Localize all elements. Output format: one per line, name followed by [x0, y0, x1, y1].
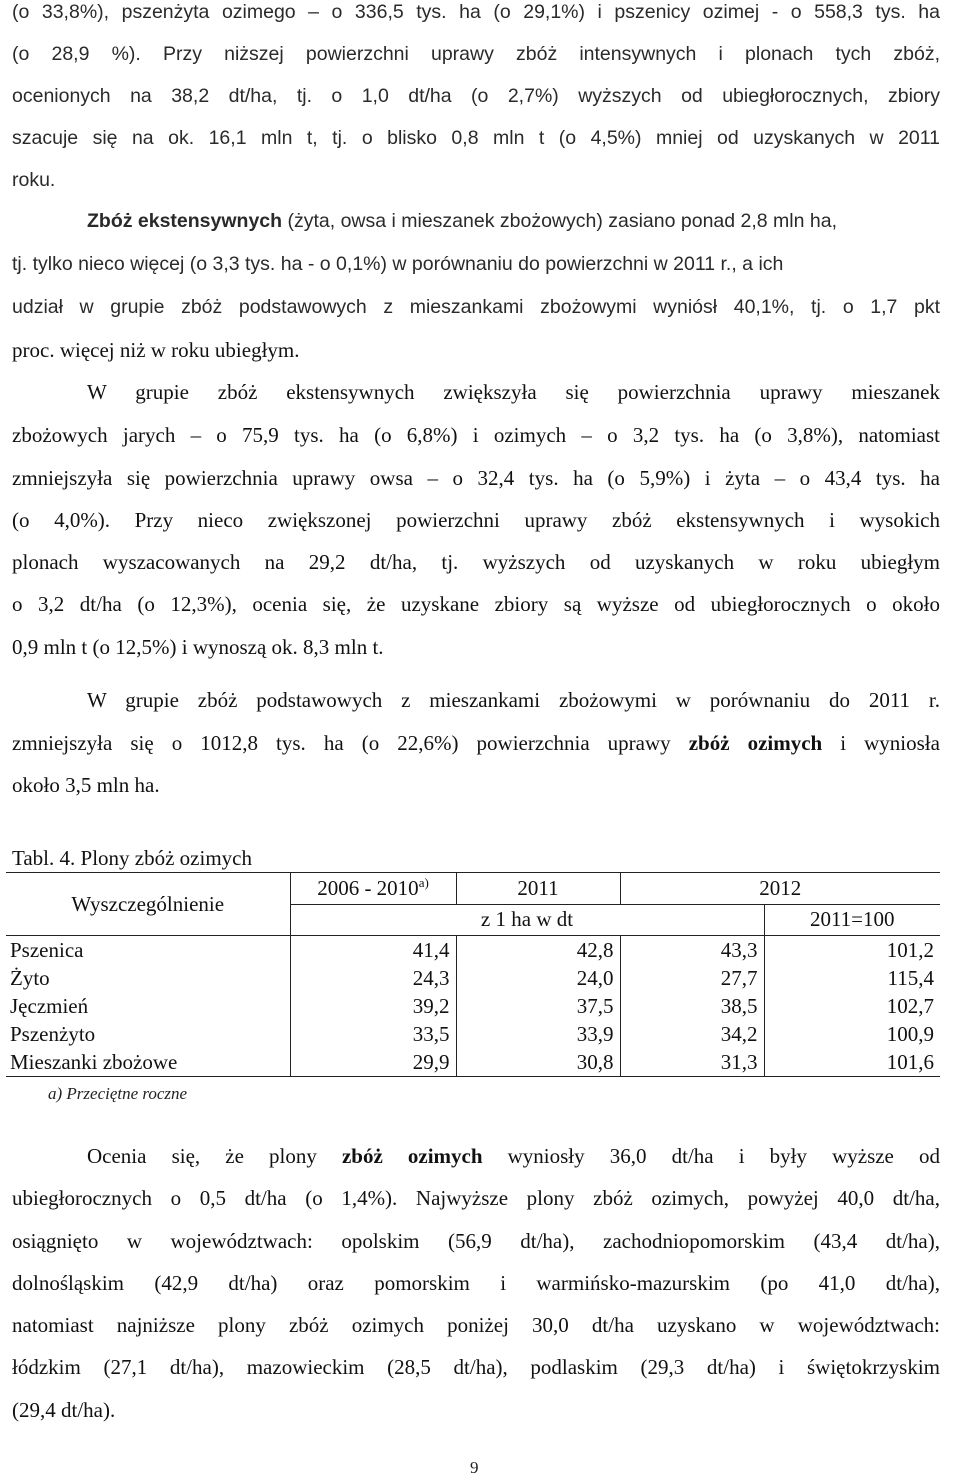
paragraph-3-line: 0,9 mln t (o 12,5%) i wynoszą ok. 8,3 mln t.: [12, 635, 384, 659]
paragraph-1-line: ocenionych na 38,2 dt/ha, tj. o 1,0 dt/ha (o 2,7%) wyższych od ubiegłorocznych, zbiory: [12, 85, 940, 107]
row-name: Pszenżyto: [6, 1020, 290, 1048]
paragraph-4-line: W grupie zbóż podstawowych z mieszankami zbożowymi w porównaniu do 2011 r.: [87, 688, 940, 712]
paragraph-2-line: proc. więcej niż w roku ubiegłym.: [12, 338, 300, 362]
cell-value: 38,5: [620, 992, 764, 1020]
cell-value: 101,2: [886, 937, 934, 962]
row-name: Mieszanki zbożowe: [6, 1048, 290, 1077]
paragraph-3-line: W grupie zbóż ekstensywnych zwiększyła się powierzchnia uprawy mieszanek: [87, 380, 940, 404]
cell-value: 41,4: [290, 936, 456, 965]
cell-value: 102,7: [886, 993, 934, 1018]
cell-value: 30,8: [456, 1048, 620, 1077]
bold-term: zbóż ozimych: [688, 731, 823, 755]
header-col-2012: 2012: [620, 873, 940, 905]
table-row: [6, 964, 940, 992]
header-unit: z 1 ha w dt: [290, 904, 764, 936]
header-col-2011: 2011: [456, 873, 620, 905]
paragraph-3-line: (o 4,0%). Przy nieco zwiększonej powierzchni uprawy zbóż ekstensywnych i wysokich: [12, 508, 940, 532]
paragraph-5-line: natomiast najniższe plony zbóż ozimych poniżej 30,0 dt/ha uzyskano w województwach:: [12, 1313, 940, 1337]
table-row: [6, 992, 940, 1020]
cell-value: 100,9: [886, 1021, 934, 1046]
cell-value: 29,9: [290, 1048, 456, 1077]
page-number: 9: [470, 1458, 479, 1477]
paragraph-5-line: Ocenia się, że plony zbóż ozimych wyniosły 36,0 dt/ha i były wyższe od: [87, 1144, 940, 1168]
cell-value: 33,9: [456, 1020, 620, 1048]
cell-value: 33,5: [290, 1020, 456, 1048]
table-footnote: a) Przeciętne roczne: [48, 1084, 188, 1103]
table-caption: Tabl. 4. Plony zbóż ozimych: [12, 846, 252, 870]
bold-term: Zbóż ekstensywnych: [87, 210, 283, 232]
paragraph-4-line: około 3,5 mln ha.: [12, 773, 160, 797]
bold-term: zbóż ozimych: [341, 1144, 483, 1168]
paragraph-3-line: zmniejszyła się powierzchnia uprawy owsa – o 32,4 tys. ha (o 5,9%) i żyta – o 43,4 tys. ha: [12, 466, 940, 490]
paragraph-2-line: udział w grupie zbóż podstawowych z mieszankami zbożowymi wyniósł 40,1%, tj. o 1,7 pkt: [12, 296, 940, 318]
cell-value: 43,3: [620, 936, 764, 965]
paragraph-1-line: roku.: [12, 169, 56, 191]
paragraph-5-line: łódzkim (27,1 dt/ha), mazowieckim (28,5 dt/ha), podlaskim (29,3 dt/ha) i świętokrzyskim: [12, 1355, 940, 1379]
cell-value: 101,6: [764, 1048, 940, 1077]
cell-value: 31,3: [620, 1048, 764, 1077]
cell-value: 39,2: [290, 992, 456, 1020]
row-name: Żyto: [6, 964, 290, 992]
paragraph-3-line: plonach wyszacowanych na 29,2 dt/ha, tj. wyższych od uzyskanych w roku ubiegłym: [12, 550, 940, 574]
table-row: [6, 1048, 940, 1077]
paragraph-5-line: dolnośląskim (42,9 dt/ha) oraz pomorskim i warmińsko-mazurskim (po 41,0 dt/ha),: [12, 1271, 940, 1295]
cell-value: 34,2: [620, 1020, 764, 1048]
paragraph-1-line: (o 33,8%), pszenżyta ozimego – o 336,5 tys. ha (o 29,1%) i pszenicy ozimej - o 558,3 tys. ha: [12, 1, 940, 23]
paragraph-1-line: (o 28,9 %). Przy niższej powierzchni uprawy zbóż intensywnych i plonach tych zbóż,: [12, 43, 940, 65]
header-label: Wyszczególnienie: [6, 873, 290, 936]
header-index: 2011=100: [764, 904, 940, 936]
paragraph-1-line: szacuje się na ok. 16,1 mln t, tj. o blisko 0,8 mln t (o 4,5%) mniej od uzyskanych w 2011: [12, 127, 940, 149]
paragraph-4-line: zmniejszyła się o 1012,8 tys. ha (o 22,6%) powierzchnia uprawy zbóż ozimych i wyniosła: [12, 731, 940, 755]
row-name: Pszenica: [6, 936, 290, 965]
cell-value: 24,3: [290, 964, 456, 992]
yield-table: [6, 872, 940, 1077]
paragraph-5-line: ubiegłorocznych o 0,5 dt/ha (o 1,4%). Najwyższe plony zbóż ozimych, powyżej 40,0 dt/ha,: [12, 1186, 940, 1210]
cell-value: 42,8: [456, 936, 620, 965]
paragraph-3-line: o 3,2 dt/ha (o 12,3%), ocenia się, że uzyskane zbiory są wyższe od ubiegłorocznych o około: [12, 592, 940, 616]
paragraph-3-line: zbożowych jarych – o 75,9 tys. ha (o 6,8%) i ozimych – o 3,2 tys. ha (o 3,8%), natomiast: [12, 423, 940, 447]
table-row: [6, 1020, 940, 1048]
cell-value: 115,4: [887, 965, 934, 990]
paragraph-5-line: (29,4 dt/ha).: [12, 1398, 116, 1422]
header-col-period: 2006 - 2010$^{a)}$: [290, 873, 456, 905]
cell-value: 24,0: [456, 964, 620, 992]
cell-value: 37,5: [456, 992, 620, 1020]
paragraph-2-line: tj. tylko nieco więcej (o 3,3 tys. ha - o 0,1%) w porównaniu do powierzchni w 2011 r., a ich: [12, 253, 784, 275]
table-row: [6, 936, 940, 965]
paragraph-5-line: osiągnięto w województwach: opolskim (56,9 dt/ha), zachodniopomorskim (43,4 dt/ha),: [12, 1229, 940, 1253]
table-header-row: [6, 873, 940, 905]
row-name: Jęczmień: [6, 992, 290, 1020]
paragraph-2-line: Zbóż ekstensywnych (żyta, owsa i mieszanek zbożowych) zasiano ponad 2,8 mln ha,: [87, 210, 838, 232]
cell-value: 27,7: [620, 964, 764, 992]
